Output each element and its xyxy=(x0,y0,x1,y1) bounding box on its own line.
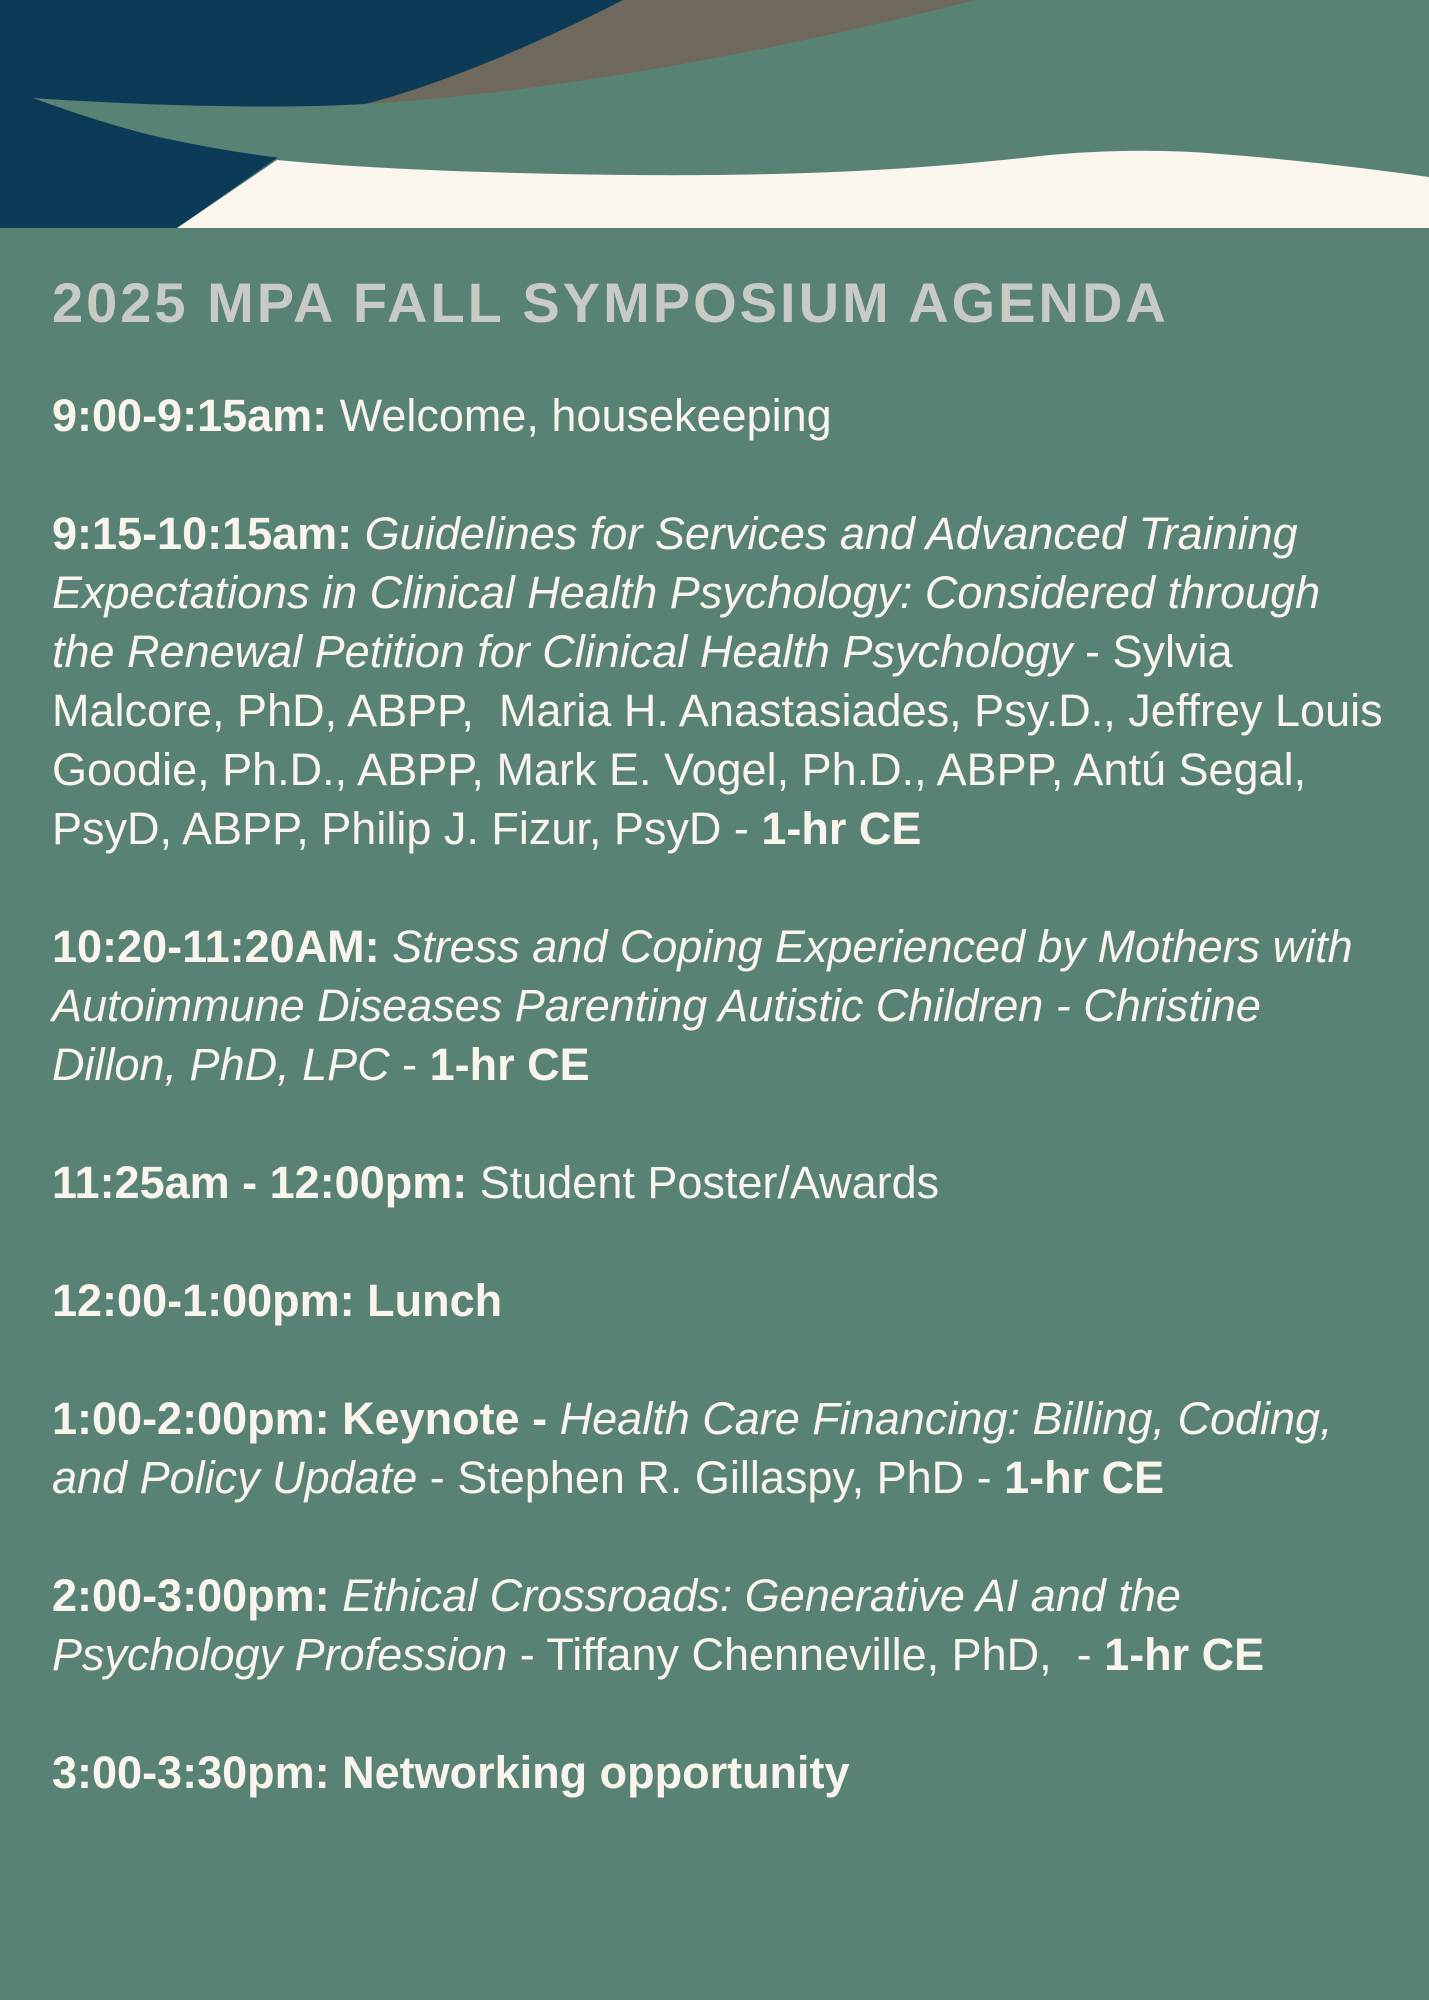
agenda-segment-italic: Health Care Financing: Billing, Coding, and Policy Update xyxy=(52,1393,1346,1503)
agenda-item xyxy=(52,1389,1389,1507)
agenda-item xyxy=(52,1153,1389,1212)
agenda-item xyxy=(52,386,1389,445)
agenda-segment-bold: 11:25am - 12:00pm: xyxy=(52,1157,468,1208)
agenda-segment-italic: Guidelines for Services and Advanced Training Expectations in Clinical Health Psychology: Considered through the Renewal Petition for Clinical Health Psychology xyxy=(52,508,1333,677)
agenda-segment-bold: 12:00-1:00pm: Lunch xyxy=(52,1275,503,1326)
agenda-segment-bold: 2:00-3:00pm: xyxy=(52,1570,343,1621)
decorative-waves xyxy=(0,0,1429,228)
agenda-list xyxy=(52,386,1396,1802)
agenda-segment-bold: 9:15-10:15am: xyxy=(52,508,365,559)
agenda-segment-italic: Ethical Crossroads: Generative AI and the Psychology Profession xyxy=(52,1570,1194,1680)
agenda-item xyxy=(52,504,1396,858)
agenda-segment-bold: 1-hr CE xyxy=(1104,1629,1265,1680)
page-title: 2025 MPA FALL SYMPOSIUM AGENDA xyxy=(52,271,1169,334)
agenda-segment-bold: 1-hr CE xyxy=(1004,1452,1165,1503)
agenda-segment-bold: 10:20-11:20AM: xyxy=(52,921,393,972)
header-graphic xyxy=(0,0,1429,228)
agenda-segment-regular: Welcome, housekeeping xyxy=(327,390,832,441)
agenda-segment-regular: - Sylvia Malcore, PhD, ABPP, Maria H. Anastasiades, Psy.D., Jeffrey Louis Goodie, Ph.D., ABPP, Mark E. Vogel, Ph.D., ABPP, Antú Segal, PsyD, ABPP, Philip J. Fizur, PsyD - xyxy=(52,626,1396,854)
agenda-segment-italic: Stress and Coping Experienced by Mothers with Autoimmune Diseases Parenting Autistic Children - Christine Dillon, PhD, LPC xyxy=(52,921,1364,1090)
agenda-segment-regular: Student Poster/Awards xyxy=(467,1157,940,1208)
agenda-item xyxy=(52,1743,1389,1802)
agenda-item xyxy=(52,917,1389,1094)
agenda-item xyxy=(52,1271,1389,1330)
agenda-segment-bold: 1-hr CE xyxy=(429,1039,590,1090)
agenda-segment-regular: - xyxy=(389,1039,430,1090)
agenda-segment-bold: 1-hr CE xyxy=(761,803,922,854)
agenda-segment-regular: - Tiffany Chenneville, PhD, - xyxy=(507,1629,1105,1680)
agenda-segment-regular: - Stephen R. Gillaspy, PhD - xyxy=(417,1452,1005,1503)
agenda-segment-bold: 1:00-2:00pm: Keynote - xyxy=(52,1393,560,1444)
agenda-segment-bold: 3:00-3:30pm: Networking opportunity xyxy=(52,1747,850,1798)
agenda-item xyxy=(52,1566,1389,1684)
agenda-segment-bold: 9:00-9:15am: xyxy=(52,390,328,441)
